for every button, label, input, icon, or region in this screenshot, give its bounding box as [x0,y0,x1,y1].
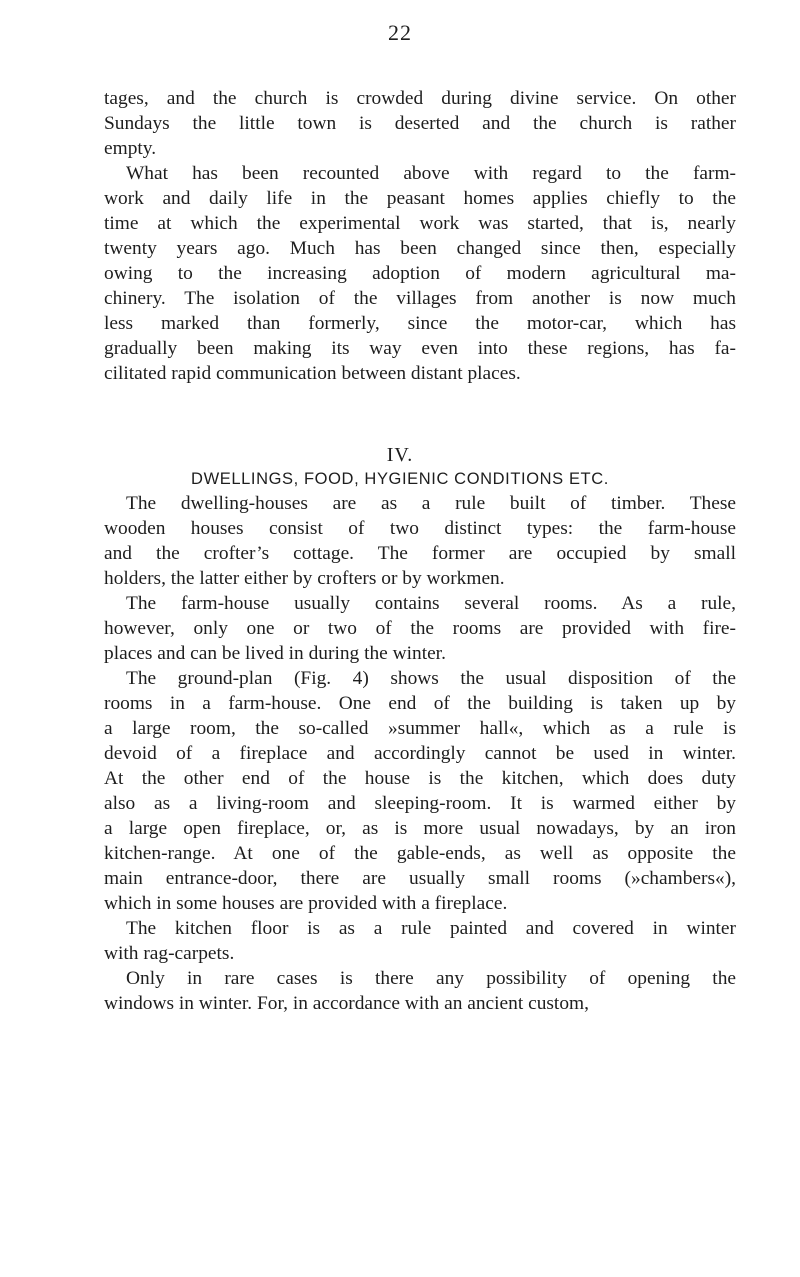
text-line: cilitated rapid communication between distant places. [104,363,521,384]
text-line: with rag-carpets. [104,943,235,964]
paragraph [104,916,736,966]
text-line: which in some houses are provided with a fireplace. [104,893,508,914]
text-line: places and can be lived in during the winter. [104,643,446,664]
text-line: The kitchen floor is as a rule painted and covered in winter [126,918,736,939]
text-block-bottom [104,491,736,1016]
text-line: holders, the latter either by crofters or by workmen. [104,568,505,589]
paragraph [104,161,736,386]
text-line: work and daily life in the peasant homes applies chiefly to the [104,188,736,209]
text-line: Only in rare cases is there any possibility of opening the [126,968,736,989]
text-line: The dwelling-houses are as a rule built of timber. These [126,493,736,514]
section-number: IV. [386,444,414,466]
text-line: time at which the experimental work was started, that is, nearly [104,213,736,234]
text-line: less marked than formerly, since the motor-car, which has [104,313,736,334]
page-number: 22 [388,20,412,45]
text-line: devoid of a fireplace and accordingly cannot be used in winter. [104,743,736,764]
section-heading: DWELLINGS, FOOD, HYGIENIC CONDITIONS ETC. [191,470,609,488]
text-block-top [104,86,736,386]
paragraph [104,966,736,1016]
text-line: and the crofter’s cottage. The former are occupied by small [104,543,736,564]
text-line: At the other end of the house is the kitchen, which does duty [104,768,736,789]
text-line: The ground-plan (Fig. 4) shows the usual disposition of the [126,668,736,689]
paragraph [104,491,736,591]
text-line: Sundays the little town is deserted and the church is rather [104,113,736,134]
text-line: gradually been making its way even into these regions, has fa- [104,338,736,359]
paragraph [104,591,736,666]
text-line: a large room, the so-called »summer hall«, which as a rule is [104,718,736,739]
paragraph [104,86,736,161]
text-line: chinery. The isolation of the villages from another is now much [104,288,736,309]
text-line: tages, and the church is crowded during divine service. On other [104,88,736,109]
text-line: main entrance-door, there are usually small rooms (»chambers«), [104,868,736,889]
text-line: What has been recounted above with regard to the farm- [126,163,736,184]
text-line: wooden houses consist of two distinct types: the farm-house [104,518,736,539]
text-line: The farm-house usually contains several rooms. As a rule, [126,593,736,614]
text-line: twenty years ago. Much has been changed since then, especially [104,238,736,259]
text-line: owing to the increasing adoption of modern agricultural ma- [104,263,736,284]
paragraph [104,666,736,916]
text-line: windows in winter. For, in accordance with an ancient custom, [104,993,589,1014]
text-line: also as a living-room and sleeping-room. It is warmed either by [104,793,736,814]
text-line: empty. [104,138,157,159]
text-line: however, only one or two of the rooms are provided with fire- [104,618,736,639]
text-line: kitchen-range. At one of the gable-ends, as well as opposite the [104,843,736,864]
text-line: rooms in a farm-house. One end of the building is taken up by [104,693,736,714]
text-line: a large open fireplace, or, as is more usual nowadays, by an iron [104,818,736,839]
